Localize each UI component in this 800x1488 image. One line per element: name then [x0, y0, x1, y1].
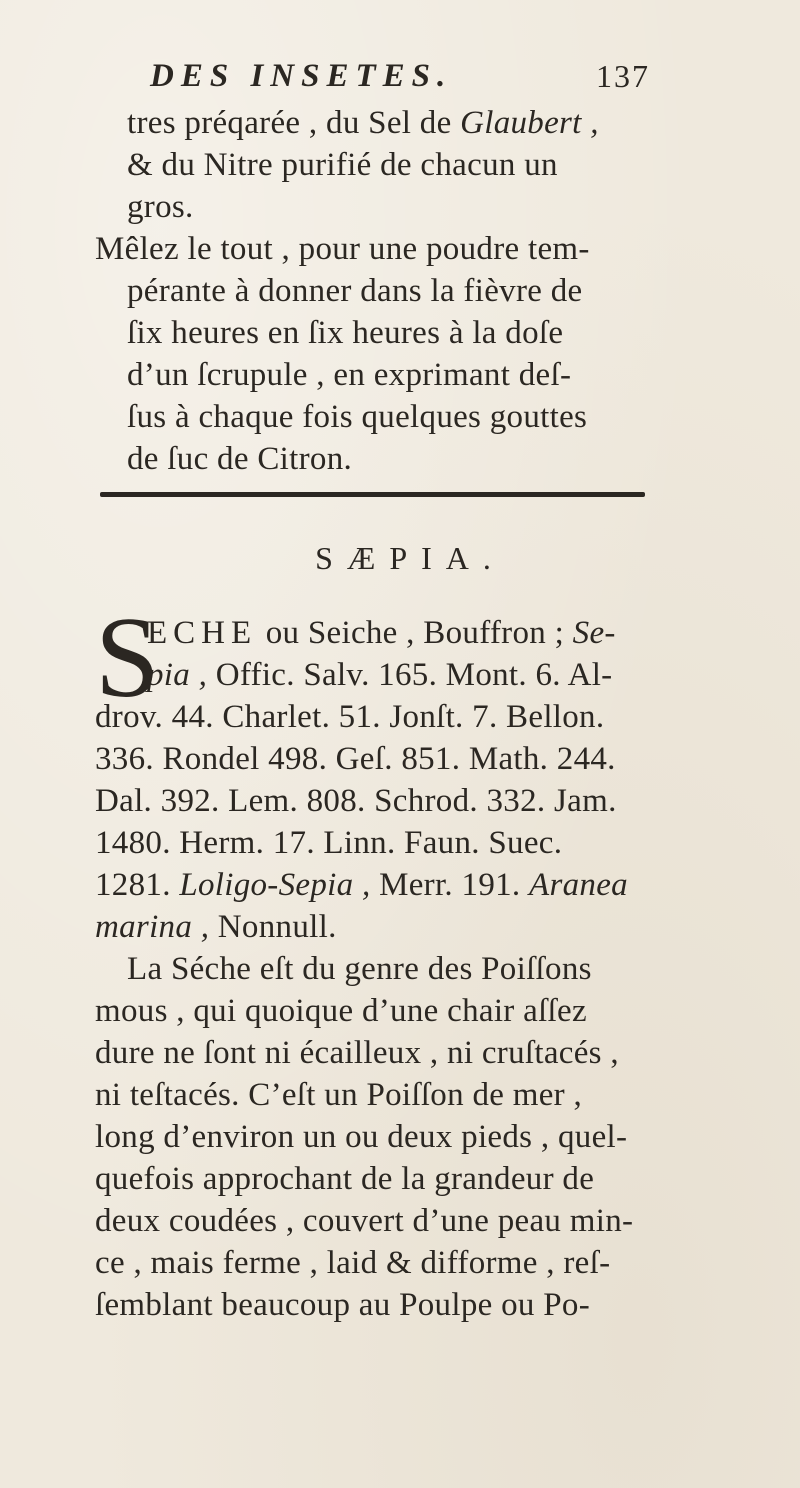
page-number: 137 — [596, 58, 650, 94]
text-line: de ſuc de Citron. — [127, 441, 353, 477]
text-line: & du Nitre purifié de chacun un — [127, 147, 558, 183]
text-line: ſus à chaque fois quelques gouttes — [127, 399, 588, 435]
section-title: SÆPIA. — [315, 540, 505, 576]
text-line: ni teſtacés. C’eſt un Poiſſon de mer , — [95, 1077, 583, 1113]
text-line: ſemblant beaucoup au Poulpe ou Po- — [95, 1287, 591, 1323]
text-line: mous , qui quoique d’une chair aſſez — [95, 993, 587, 1029]
text-line: d’un ſcrupule , en exprimant deſ- — [127, 357, 572, 393]
page-header — [150, 58, 670, 102]
text-line: Dal. 392. Lem. 808. Schrod. 332. Jam. — [95, 783, 617, 819]
text-line: La Séche eſt du genre des Poiſſons — [127, 951, 592, 987]
text-line: quefois approchant de la grandeur de — [95, 1161, 595, 1197]
text-line: marina , Nonnull. — [95, 909, 337, 945]
drop-cap: S — [95, 594, 160, 722]
text-line: 1480. Herm. 17. Linn. Faun. Suec. — [95, 825, 563, 861]
section-divider-rule — [100, 492, 645, 497]
recipe-paragraph — [95, 102, 655, 480]
text-line: ce , mais ferme , laid & difforme , reſ- — [95, 1245, 611, 1281]
text-line: pérante à donner dans la fièvre de — [127, 273, 583, 309]
text-line: pia , Offic. Salv. 165. Mont. 6. Al- — [147, 657, 613, 693]
text-line: tres préqarée , du Sel de Glaubert , — [127, 105, 599, 141]
sepia-article — [95, 612, 655, 1326]
text-line: Mêlez le tout , pour une poudre tem- — [95, 231, 590, 267]
text-line: gros. — [127, 189, 194, 225]
text-line: long d’environ un ou deux pieds , quel- — [95, 1119, 628, 1155]
running-head: DES INSETES. — [150, 58, 453, 94]
text-line: dure ne ſont ni écailleux , ni cruſtacés , — [95, 1035, 619, 1071]
text-line: ſix heures en ſix heures à la doſe — [127, 315, 564, 351]
text-line: drov. 44. Charlet. 51. Jonſt. 7. Bellon. — [95, 699, 605, 735]
text-line: 1281. Loligo-Sepia , Merr. 191. Aranea — [95, 867, 628, 903]
text-line: ECHE ou Seiche , Bouffron ; Se- — [147, 615, 616, 651]
text-line: deux coudées , couvert d’une peau min- — [95, 1203, 634, 1239]
text-line: 336. Rondel 498. Geſ. 851. Math. 244. — [95, 741, 616, 777]
